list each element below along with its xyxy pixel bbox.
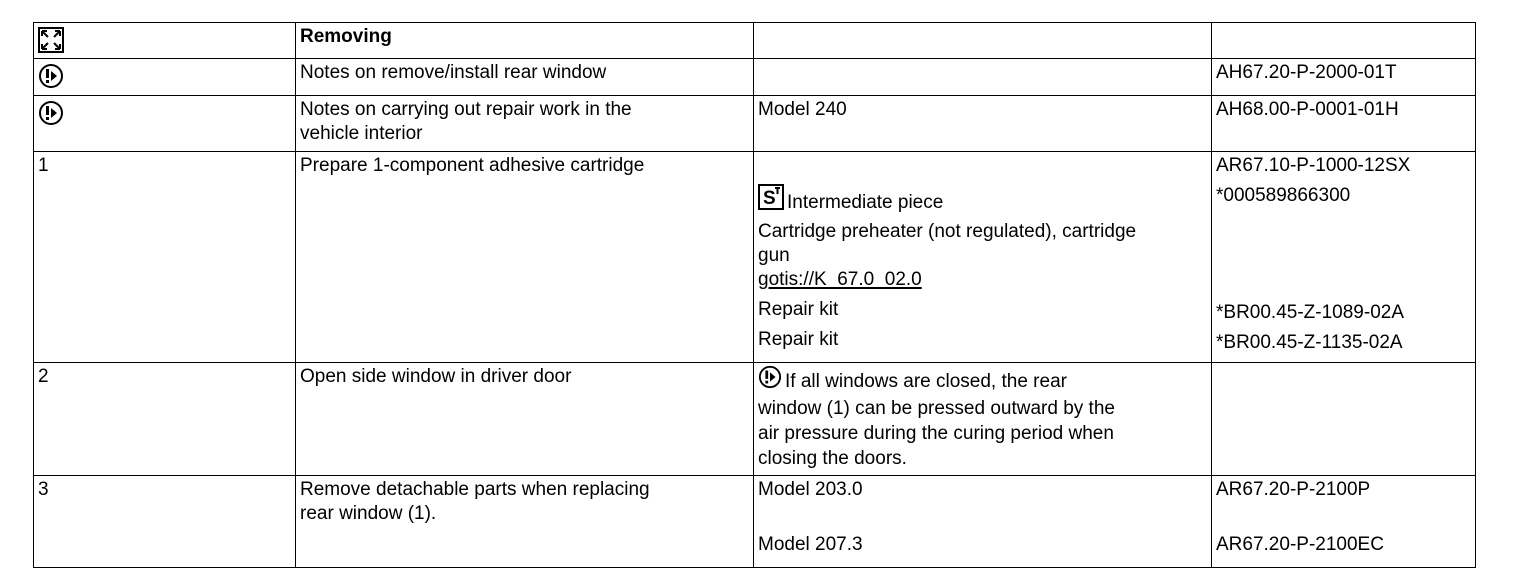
table-row <box>34 152 1476 363</box>
reference-link[interactable]: AH68.00-P-0001-01H <box>1216 99 1399 120</box>
row-description: Notes on remove/install rear window <box>300 62 607 83</box>
note-icon <box>758 365 782 396</box>
reference-link[interactable]: AR67.20-P-2100P <box>1216 479 1371 500</box>
row-description: Prepare 1-component adhesive cartridge <box>300 155 645 176</box>
table-row <box>34 476 1476 568</box>
note-line: If all windows are closed, the rear <box>785 371 1067 392</box>
kit-number: *BR00.45-Z-1135-02A <box>1216 332 1403 353</box>
model-condition: Model 207.3 <box>758 534 863 555</box>
table-header-row <box>34 23 1476 59</box>
table-row <box>34 59 1476 96</box>
section-title: Removing <box>300 26 392 47</box>
reference-link[interactable]: AR67.20-P-2100EC <box>1216 534 1384 555</box>
special-tool-entry <box>758 184 1207 217</box>
row-description-line: Remove detachable parts when replacing <box>300 479 650 500</box>
preheater-line: gun <box>758 245 790 266</box>
note-icon <box>38 61 291 89</box>
gotis-link[interactable]: gotis://K_67.0_02.0 <box>758 269 922 290</box>
removing-section-icon <box>38 25 291 53</box>
note-line: air pressure during the curing period when <box>758 423 1114 444</box>
row-description: Open side window in driver door <box>300 366 572 387</box>
step-number: 3 <box>38 479 49 500</box>
kit-number: *BR00.45-Z-1089-02A <box>1216 302 1404 323</box>
note-text <box>758 371 1207 471</box>
kit-label: Repair kit <box>758 329 839 350</box>
tool-label: Intermediate piece <box>787 192 944 213</box>
note-line: window (1) can be pressed outward by the <box>758 398 1115 419</box>
step-number: 1 <box>38 155 49 176</box>
special-tool-icon <box>758 184 784 217</box>
svg-text:S: S <box>763 188 776 209</box>
table-row <box>34 363 1476 476</box>
row-description-line: vehicle interior <box>300 123 423 144</box>
tool-number: *000589866300 <box>1216 185 1351 206</box>
model-condition: Model 240 <box>758 99 847 120</box>
row-description-line: Notes on carrying out repair work in the <box>300 99 632 120</box>
procedure-table <box>33 22 1476 568</box>
note-line: closing the doors. <box>758 448 907 469</box>
model-condition: Model 203.0 <box>758 479 863 500</box>
row-description-line: rear window (1). <box>300 503 437 524</box>
kit-label: Repair kit <box>758 299 839 320</box>
table-row <box>34 96 1476 152</box>
reference-link[interactable]: AR67.10-P-1000-12SX <box>1216 155 1411 176</box>
reference-link[interactable]: AH67.20-P-2000-01T <box>1216 62 1397 83</box>
step-number: 2 <box>38 366 49 387</box>
preheater-line: Cartridge preheater (not regulated), cartridge <box>758 221 1137 242</box>
note-icon <box>38 98 291 126</box>
